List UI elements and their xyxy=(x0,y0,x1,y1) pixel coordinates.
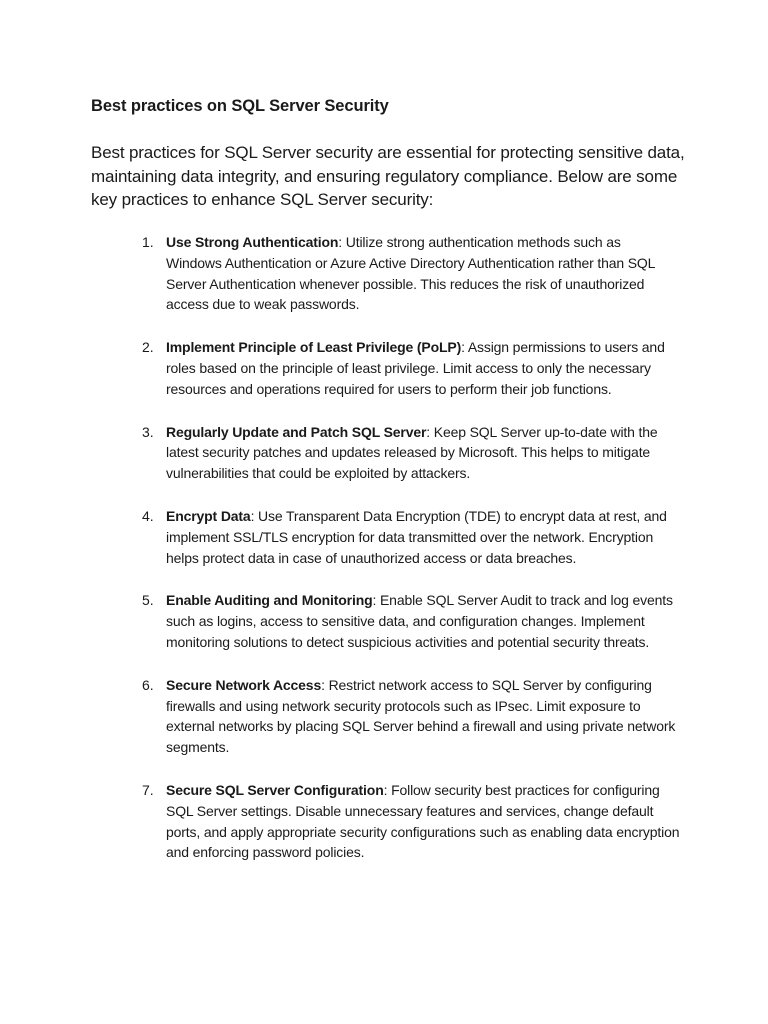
item-description: : Utilize strong authentication methods such as Windows Authentication or Azure Active Directory Authentication rather than SQL Server Authentication whenever possible. This reduces the risk of unauthorized access due to weak passwords. xyxy=(166,234,655,313)
item-title: Encrypt Data xyxy=(166,507,251,524)
item-number: 4. xyxy=(142,507,154,524)
item-description: : Assign permissions to users and roles based on the principle of least privilege. Limit access to only the necessary resources and operations required for users to perform their job functions. xyxy=(166,339,665,397)
document-title: Best practices on SQL Server Security xyxy=(91,97,389,115)
item-title: Secure SQL Server Configuration xyxy=(166,781,384,798)
practice-item-1 xyxy=(0,232,768,315)
item-title: Enable Auditing and Monitoring xyxy=(166,592,373,609)
item-number: 2. xyxy=(142,339,154,356)
item-title: Regularly Update and Patch SQL Server xyxy=(166,423,427,440)
best-practices-list xyxy=(0,232,768,885)
item-title: Secure Network Access xyxy=(166,676,322,693)
item-number: 5. xyxy=(142,592,154,609)
item-text xyxy=(166,337,680,399)
practice-item-6 xyxy=(0,675,768,758)
practice-item-7 xyxy=(0,780,768,863)
practice-item-3 xyxy=(0,422,768,484)
practice-item-2 xyxy=(0,337,768,399)
item-description: : Keep SQL Server up-to-date with the latest security patches and updates released by Microsoft. This helps to mitigate vulnerabilities that could be exploited by attackers. xyxy=(166,423,658,482)
item-description: : Restrict network access to SQL Server by configuring firewalls and using network security protocols such as IPsec. Limit exposure to external networks by placing SQL Server behind a firewall and using private network segments. xyxy=(166,676,676,756)
item-number: 6. xyxy=(142,676,154,693)
intro-paragraph: Best practices for SQL Server security are essential for protecting sensitive data, maintaining data integrity, and ensuring regulatory compliance. Below are some key practices to enhance SQL Server security: xyxy=(91,143,685,209)
item-text xyxy=(166,675,680,758)
item-number: 1. xyxy=(142,234,154,250)
item-number: 3. xyxy=(142,423,154,440)
item-text xyxy=(166,780,680,863)
item-description: : Use Transparent Data Encryption (TDE) to encrypt data at rest, and implement SSL/TLS encryption for data transmitted over the network. Encryption helps protect data in case of unauthorized access or data breaches. xyxy=(166,507,667,566)
item-description: : Follow security best practices for configuring SQL Server settings. Disable unnecessary features and services, change default ports, and apply appropriate security configurations such as enabling data encryption and enforcing password policies. xyxy=(166,781,680,861)
item-title: Use Strong Authentication xyxy=(166,234,339,250)
item-number: 7. xyxy=(142,781,154,798)
item-title: Implement Principle of Least Privilege (PoLP) xyxy=(166,339,462,356)
practice-item-4 xyxy=(0,506,768,568)
practice-item-5 xyxy=(0,590,768,652)
item-description: : Enable SQL Server Audit to track and log events such as logins, access to sensitive data, and configuration changes. Implement monitoring solutions to detect suspicious activities and potential security threats. xyxy=(166,592,673,650)
item-text xyxy=(166,590,680,652)
item-text xyxy=(166,232,680,315)
item-text xyxy=(166,506,680,568)
item-text xyxy=(166,422,680,484)
